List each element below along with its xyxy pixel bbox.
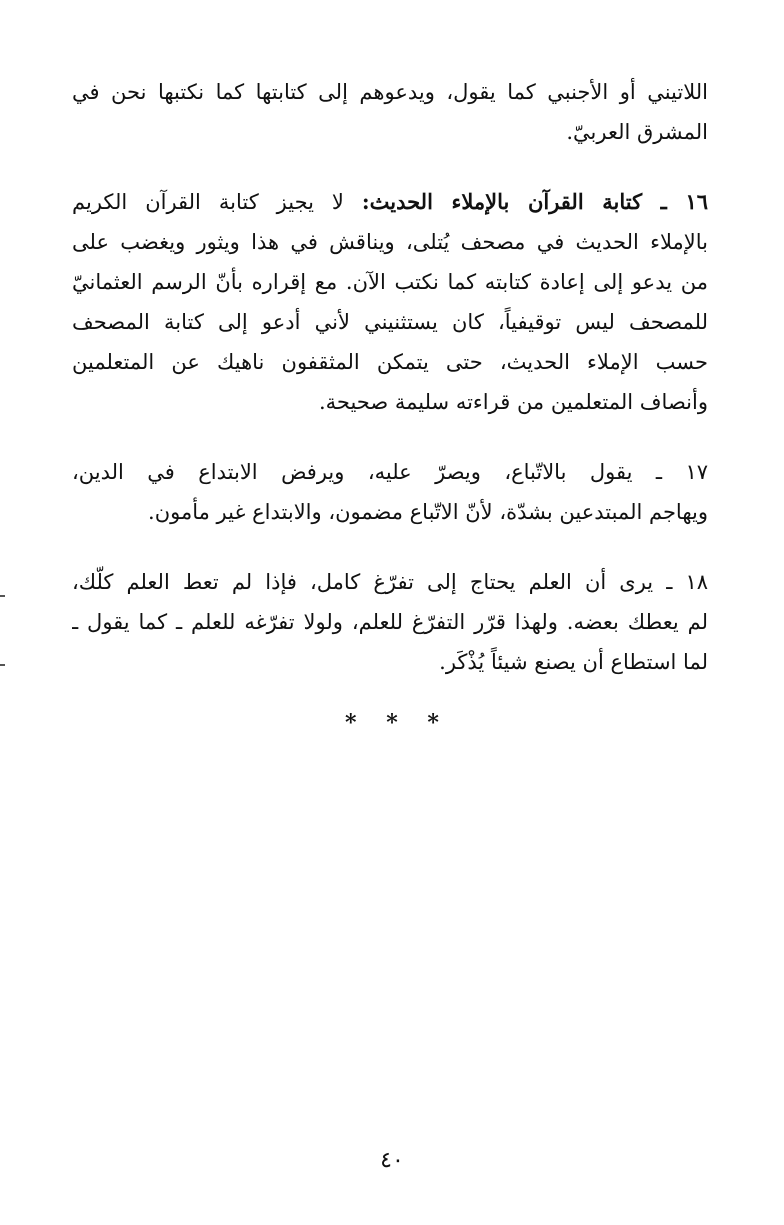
text-line: للمصحف ليس توقيفياً، كان يستثنيني لأني أدعو إلى كتابة المصحف (72, 310, 708, 334)
asterisk-icon: * (427, 710, 439, 736)
section-heading: ١٦ ـ كتابة القرآن بالإملاء الحديث: (361, 189, 708, 214)
text-line: لم يعطك بعضه. ولهذا قرّر التفرّغ للعلم، ولولا تفرّغه للعلم ـ كما يقول ـ (72, 610, 708, 634)
asterisk-icon: * (386, 710, 398, 736)
page-number: ٤٠ (380, 1148, 404, 1173)
paragraph-16 (72, 182, 708, 422)
text-line: ١٧ ـ يقول بالاتّباع، ويصرّ عليه، ويرفض الابتداع في الدين، (72, 460, 708, 484)
scan-edge-mark (0, 664, 5, 666)
text-fragment: لا يجيز كتابة القرآن الكريم (72, 190, 344, 214)
text-line: لما استطاع أن يصنع شيئاً يُذْكَر. (439, 650, 708, 674)
section-separator (0, 710, 784, 736)
text-line: المشرق العربيّ. (566, 120, 708, 144)
text-line: ويهاجم المبتدعين بشدّة، لأنّ الاتّباع مضمون، والابتداع غير مأمون. (148, 500, 708, 524)
paragraph-18 (72, 562, 708, 682)
text-line: اللاتيني أو الأجنبي كما يقول، ويدعوهم إلى كتابتها كما نكتبها نحن في (72, 80, 708, 104)
asterisk-icon: * (345, 710, 357, 736)
text-line: بالإملاء الحديث في مصحف يُتلى، ويناقش في هذا ويثور ويغضب على (72, 230, 708, 254)
page-body (72, 72, 708, 712)
text-line: ١٨ ـ يرى أن العلم يحتاج إلى تفرّغ كامل، فإذا لم تعط العلم كلّك، (72, 570, 708, 594)
paragraph-15-continuation (72, 72, 708, 152)
text-line: وأنصاف المتعلمين من قراءته سليمة صحيحة. (318, 390, 708, 414)
text-line: حسب الإملاء الحديث، حتى يتمكن المثقفون ناهيك عن المتعلمين (72, 350, 708, 374)
scan-edge-mark (0, 595, 5, 597)
text-line: من يدعو إلى إعادة كتابته كما نكتب الآن. مع إقراره بأنّ الرسم العثمانيّ (72, 270, 708, 294)
paragraph-17 (72, 452, 708, 532)
text-line (72, 182, 708, 222)
